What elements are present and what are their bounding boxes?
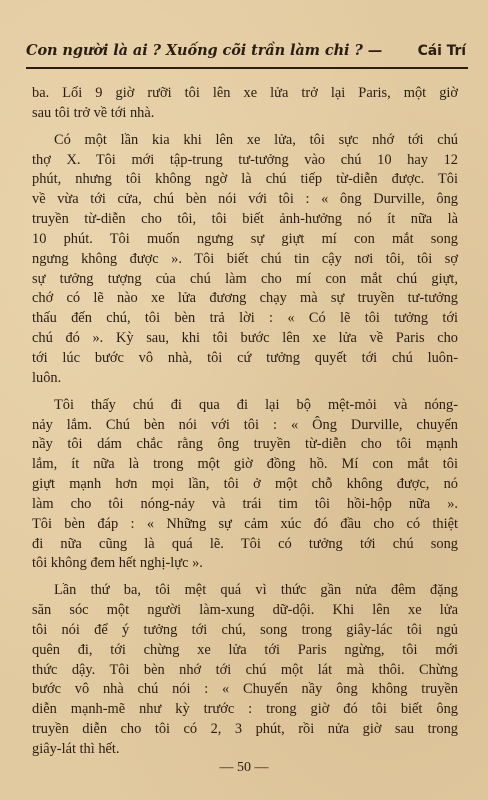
header-title: Con người là ai ? Xuống cõi trần làm chi ? —: [26, 42, 383, 59]
text-line: ba. Lối 9 giờ rưỡi tôi lên xe lửa trở lại Paris, một giờ: [32, 85, 458, 101]
text-line: về vừa tới cửa, chú bèn nói với tôi : « ông Durville, ông: [32, 191, 458, 208]
text-line: làm cho tôi nóng-nảy và trái tim tôi hồi-hộp nữa ».: [32, 495, 458, 512]
text-line: bước vô nhà chú nói : « Chuyến nầy ông không truyền: [32, 681, 458, 698]
paragraph: [32, 581, 458, 760]
text-line: ngưng không được ». Tôi biết chú tin cậy nơi tôi, tôi sợ: [32, 250, 458, 267]
text-line: tới lúc bước vô nhà, tôi cứ tưởng quyết tới chú luôn-: [32, 349, 458, 366]
body-text: [32, 84, 458, 760]
paragraph: [32, 396, 458, 575]
paragraph: [32, 131, 458, 389]
text-line: tôi nói để ý tưởng tới chú, song trong giây-lác tôi ngủ: [32, 621, 458, 638]
header-rule: [26, 67, 468, 69]
text-line: chớ có lẽ nào xe lửa đương chạy mà sự truyền tư-tưởng: [32, 290, 458, 307]
text-line: thức dậy. Tôi bèn nhớ tới chú một lát mà thôi. Chừng: [32, 661, 458, 678]
text-line: quên đi, tới chừng xe lửa tới Paris ngừng, tôi mới: [32, 641, 458, 658]
text-line: sau tôi trở về tới nhà.: [32, 104, 155, 121]
text-line: nầy tôi dám chắc rằng ông truyền từ-diễn cho tôi mạnh: [32, 436, 458, 453]
text-line: chú đó ». Kỳ sau, khi tôi bước lên xe lửa về Paris cho: [32, 330, 458, 347]
text-line: Lần thứ ba, tôi mệt quá vì thức gần nửa đêm đặng: [54, 582, 458, 599]
text-line: nảy lắm. Chú bèn nói với tôi : « Ông Durville, chuyến: [32, 416, 458, 433]
text-line: phút, nhưng tôi không ngờ là chú tiếp từ-diễn được. Tôi: [32, 171, 458, 188]
text-line: diễn mạnh-mẽ như kỳ trước : trong giờ đó tôi biết ông: [32, 701, 458, 718]
text-line: 10 phút. Tôi muốn ngưng sự giựt mí con mắt song: [32, 230, 458, 247]
text-line: thợ X. Tôi mới tập-trung tư-tưởng vào chú 10 hay 12: [32, 151, 458, 168]
text-line: Có một lần kia khi lên xe lửa, tôi sực nhớ tới chú: [54, 131, 458, 148]
header-author: Cái Trí: [417, 43, 466, 59]
text-line: sự tưởng tượng của chú làm cho mí con mắt chú giựt,: [32, 270, 458, 287]
text-line: tôi không đem hết nghị-lực ».: [32, 555, 203, 572]
text-line: luôn.: [32, 369, 62, 386]
text-line: săn sóc một người làm-xung dữ-dội. Khi lên xe lửa: [32, 602, 458, 619]
text-line: lắm, ít nữa là trong một giờ đồng hồ. Mí con mắt tôi: [32, 456, 458, 473]
text-line: giây-lát thì hết.: [32, 741, 120, 757]
text-line: truyền từ-diễn cho tôi, tôi biết ảnh-hưởng nó ít nữa là: [32, 211, 458, 228]
page-number: — 50 —: [219, 760, 269, 775]
running-header: [26, 42, 466, 66]
text-line: thấu đến chú, tôi bèn trả lời : « Có lẽ tôi tưởng tới: [32, 310, 458, 327]
text-line: Tôi bèn đáp : « Những sự cảm xúc đó đầu cho có thiệt: [32, 515, 458, 532]
text-line: đi nữa cũng là quá lẽ. Tôi có tưởng tới chú song: [32, 535, 458, 552]
paragraph: [32, 84, 458, 124]
text-line: truyền diễn cho tôi có 2, 3 phút, rồi nửa giờ sau trong: [32, 721, 458, 738]
text-line: Tôi thấy chú đi qua đi lại bộ mệt-mỏi và nóng-: [54, 396, 458, 413]
text-line: giựt mạnh hơn mọi lần, tôi ở một chỗ không được, nó: [32, 476, 458, 493]
